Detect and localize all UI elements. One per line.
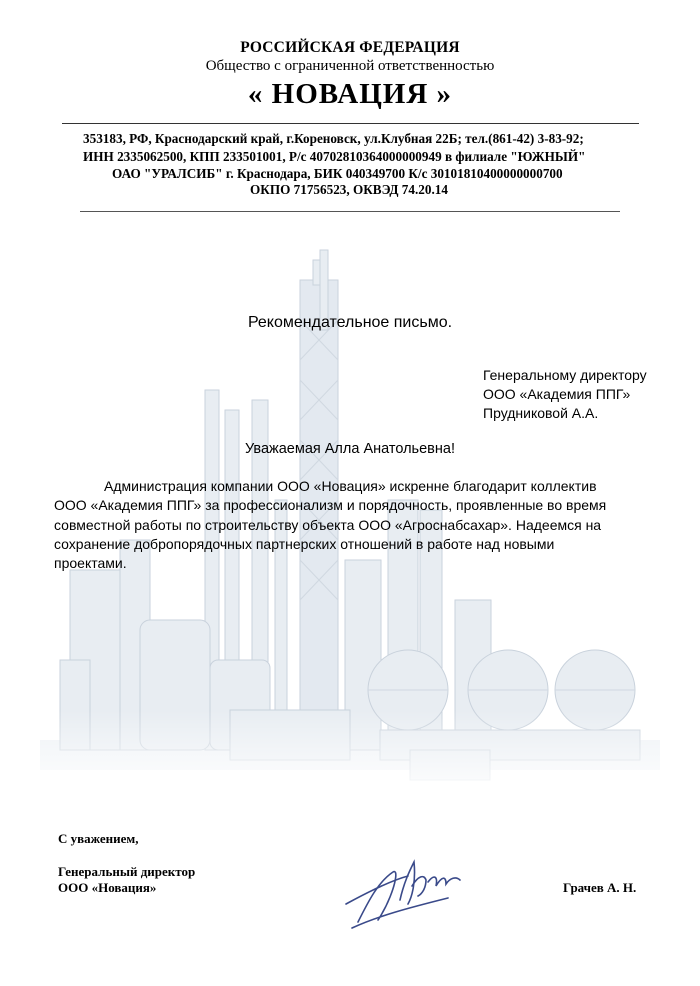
country-heading: РОССИЙСКАЯ ФЕДЕРАЦИЯ	[240, 39, 460, 56]
requisites-line-3: ОАО "УРАЛСИБ" г. Краснодара, БИК 040349700 К/с 30101810400000000700	[112, 166, 563, 181]
requisites-line-4: ОКПО 71756523, ОКВЭД 74.20.14	[250, 182, 448, 197]
handwritten-signature	[338, 842, 468, 932]
letter-title: Рекомендательное письмо.	[247, 314, 453, 331]
letter-body	[54, 477, 654, 573]
addressee-line: ООО «Академия ППГ»	[483, 386, 631, 402]
body-line: проектами.	[54, 555, 127, 572]
requisites-line-1: 353183, РФ, Краснодарский край, г.Кореновск, ул.Клубная 22Б; тел.(861-42) 3-83-92;	[83, 131, 584, 146]
addressee-line: Прудниковой А.А.	[483, 405, 599, 421]
requisites-line-2: ИНН 2335062500, КПП 233501001, Р/с 40702810364000000949 в филиале "ЮЖНЫЙ"	[83, 149, 586, 164]
header-divider	[62, 123, 639, 124]
body-line: совместной работы по строительству объекта ООО «Агроснабсахар». Надеемся на	[54, 516, 602, 533]
signer-company: ООО «Новация»	[58, 880, 157, 895]
body-line: сохранение добропорядочных партнерских отношений в работе над новыми	[54, 535, 555, 552]
body-line: ООО «Академия ППГ» за профессионализм и порядочность, проявленные во время	[54, 497, 607, 514]
greeting: Уважаемая Алла Анатольевна!	[245, 441, 455, 457]
requisites-divider	[80, 211, 620, 212]
closing-phrase: С уважением,	[58, 831, 139, 846]
addressee-line: Генеральному директору	[483, 367, 647, 383]
legal-form-line: Общество с ограниченной ответственностью	[205, 58, 495, 74]
signer-name: Грачев А. Н.	[563, 880, 637, 895]
signer-position: Генеральный директор	[58, 864, 196, 879]
body-line: Администрация компании ООО «Новация» искренне благодарит коллектив	[104, 478, 597, 494]
company-name: « НОВАЦИЯ »	[247, 78, 453, 110]
addressee-block	[483, 366, 647, 423]
